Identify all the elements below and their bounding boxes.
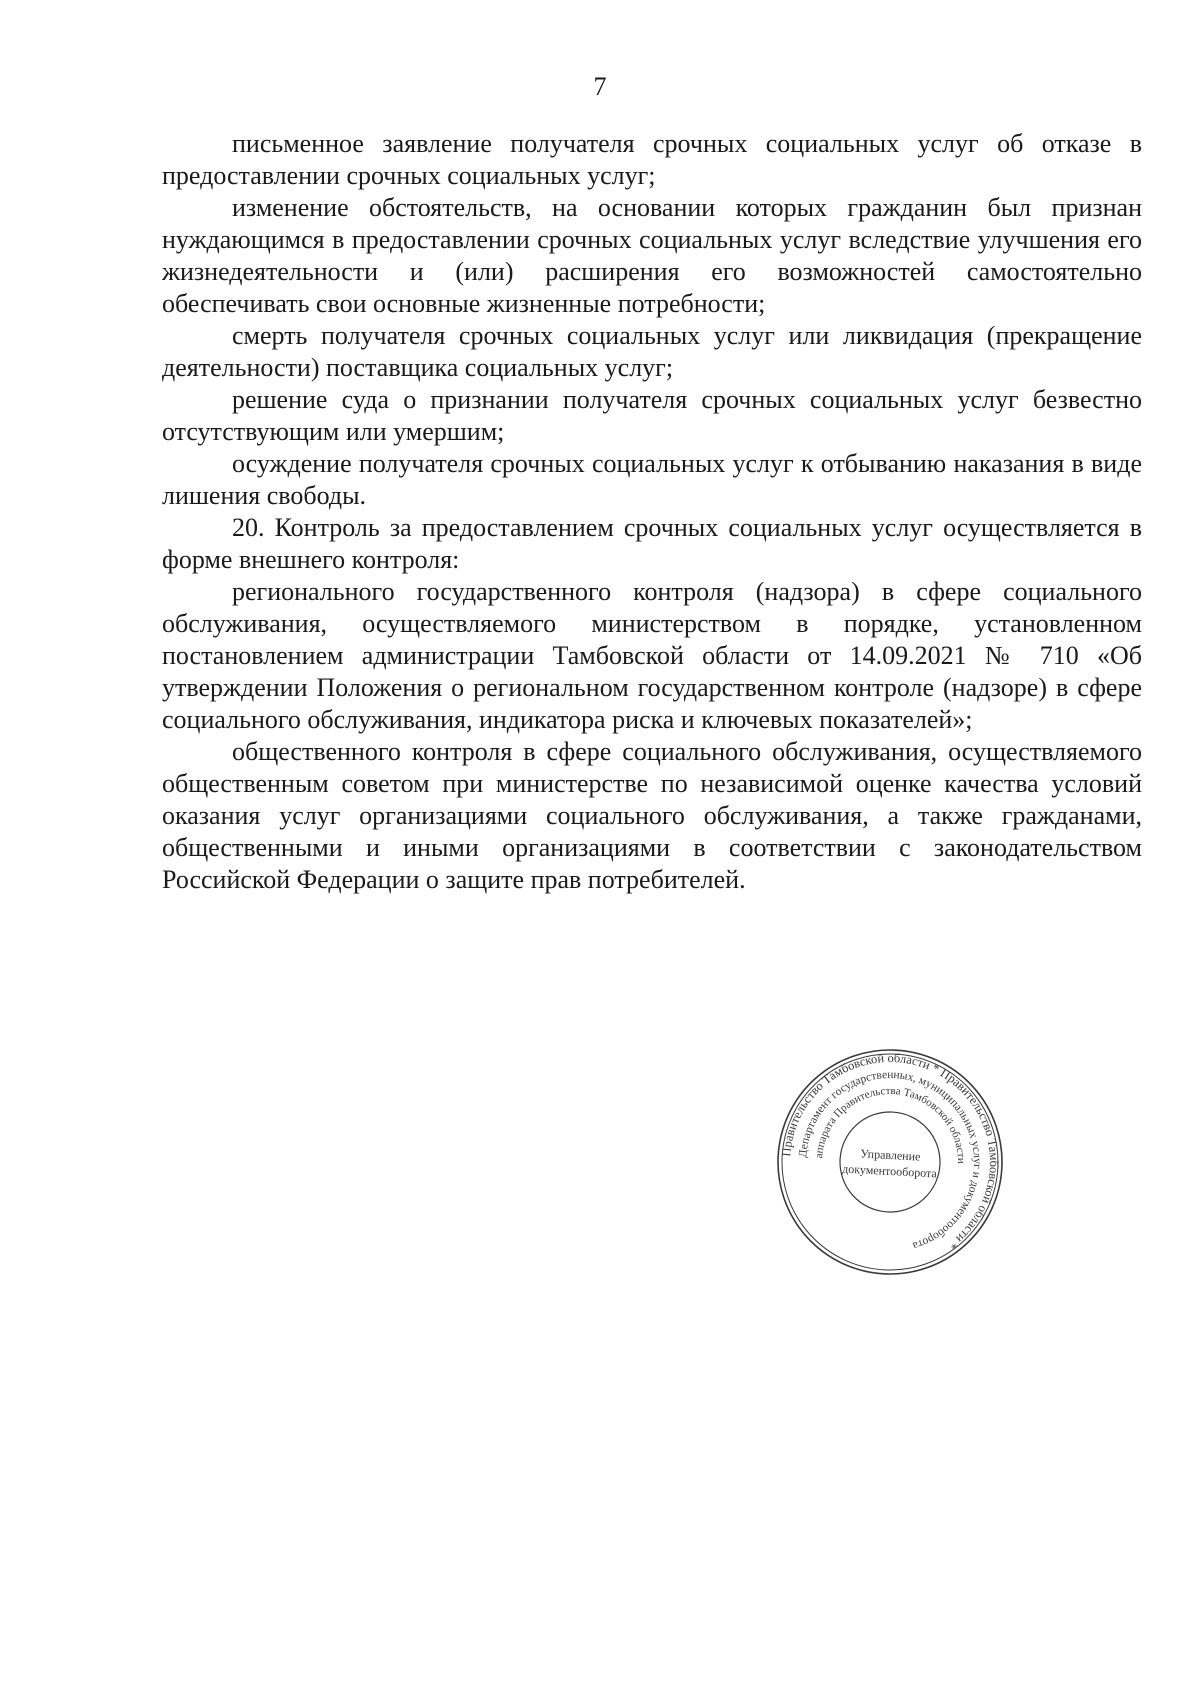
office-stamp (769, 1041, 1011, 1283)
paragraph-regional-control: регионального государственного контроля (надзора) в сфере социального обслуживания, осуществляемого министерством в порядке, установленном постановлением администрации Тамбовской области от 14.09.2021 № 710 «Об утверждении Положения о региональном государственном контроле (надзоре) в сфере социального обслуживания, индикатора риска и ключевых показателей»; (162, 577, 1142, 734)
paragraph-conviction: осуждение получателя срочных социальных услуг к отбыванию наказания в виде лишения свободы. (162, 449, 1142, 510)
stamp-center-line-2: документооборота (841, 1161, 938, 1181)
paragraph-public-control: общественного контроля в сфере социального обслуживания, осуществляемого общественным советом при министерстве по независимой оценке качества условий оказания услуг организациями социального обслуживания, а также гражданами, общественными и иными организациями в соответствии с законодательством Российской Федерации о защите прав потребителей. (162, 737, 1142, 894)
paragraph-death-liquidation: смерть получателя срочных социальных услуг или ликвидация (прекращение деятельности) поставщика социальных услуг; (162, 321, 1142, 382)
stamp-middle-text: Департамент государственных, муниципальных услуг и документооборота (797, 1068, 984, 1252)
paragraph-refusal: письменное заявление получателя срочных социальных услуг об отказе в предоставлении срочных социальных услуг; (162, 129, 1142, 190)
paragraph-court-decision: решение суда о признании получателя срочных социальных услуг безвестно отсутствующим или умершим; (162, 385, 1142, 446)
paragraph-clause-20: 20. Контроль за предоставлением срочных социальных услуг осуществляется в форме внешнего контроля: (162, 513, 1142, 574)
document-body (162, 128, 1142, 896)
stamp-inner-text: аппарата Правительства Тамбовской области (813, 1084, 968, 1164)
stamp-outer-text: Правительство Тамбовской области * Правительство Тамбовской области * (779, 1050, 1002, 1253)
stamp-center-line-1: Управление (859, 1146, 921, 1164)
page-number: 7 (593, 72, 607, 101)
paragraph-circumstances-change: изменение обстоятельств, на основании которых гражданин был признан нуждающимся в предоставлении срочных социальных услуг вследствие улучшения его жизнедеятельности и (или) расширения его возможностей самостоятельно обеспечивать свои основные жизненные потребности; (162, 193, 1142, 318)
